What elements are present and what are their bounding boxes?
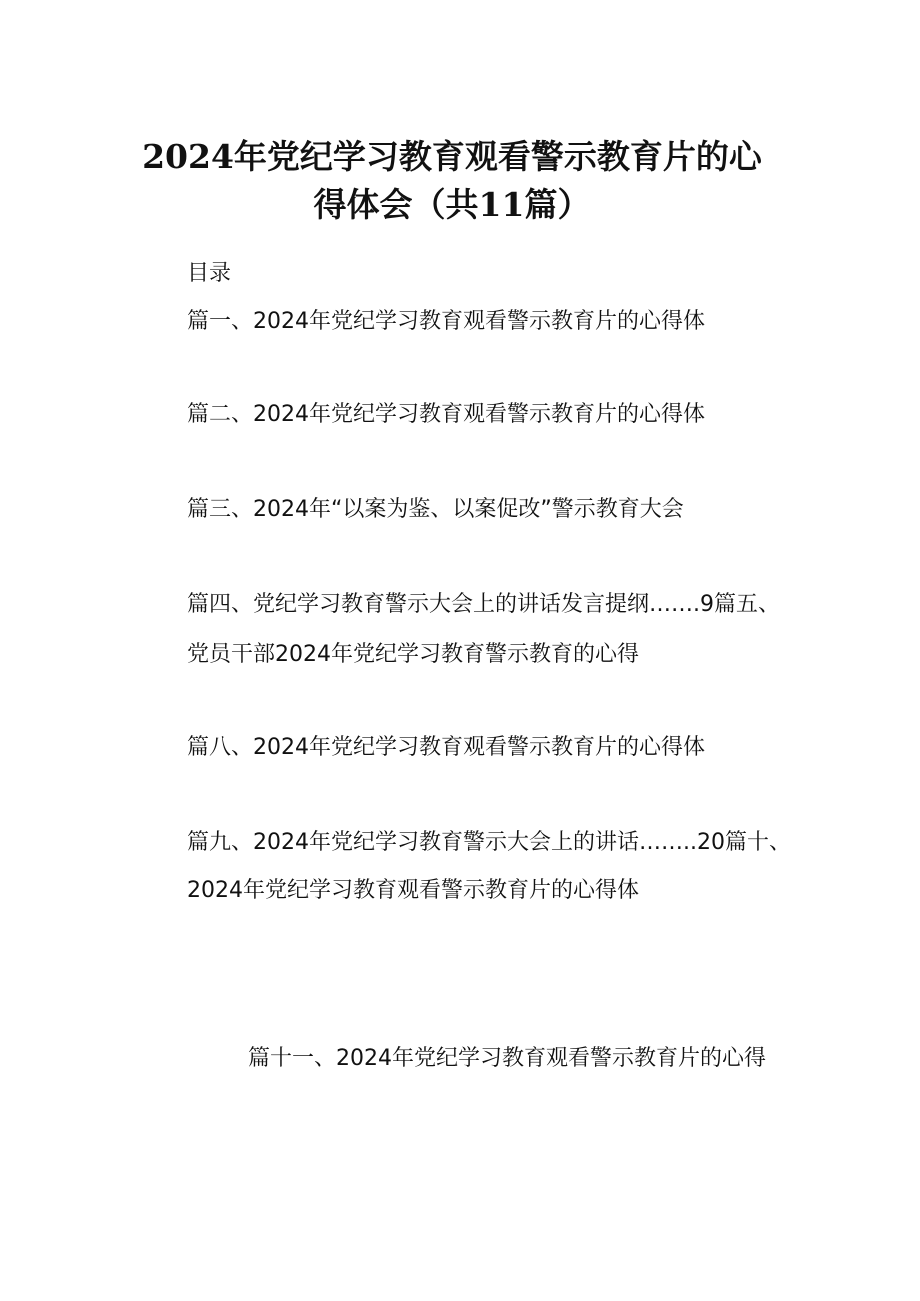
toc-entry-10[interactable]: 2024年党纪学习教育观看警示教育片的心得体 bbox=[187, 878, 639, 903]
toc-entry-2[interactable]: 篇二、2024年党纪学习教育观看警示教育片的心得体 bbox=[187, 402, 705, 427]
document-title-line-2: 得体会（共11篇） bbox=[313, 185, 591, 224]
toc-entry-8[interactable]: 篇八、2024年党纪学习教育观看警示教育片的心得体 bbox=[187, 735, 705, 760]
toc-entry-11[interactable]: 篇十一、2024年党纪学习教育观看警示教育片的心得 bbox=[248, 1046, 766, 1071]
toc-entry-3[interactable]: 篇三、2024年“以案为鉴、以案促改”警示教育大会 bbox=[187, 497, 684, 522]
toc-heading: 目录 bbox=[187, 261, 232, 286]
toc-entry-5[interactable]: 党员干部2024年党纪学习教育警示教育的心得 bbox=[187, 642, 639, 667]
toc-entry-9[interactable]: 篇九、2024年党纪学习教育警示大会上的讲话……..20篇十、 bbox=[187, 830, 791, 855]
toc-entry-1[interactable]: 篇一、2024年党纪学习教育观看警示教育片的心得体 bbox=[187, 309, 705, 334]
toc-entry-4[interactable]: 篇四、党纪学习教育警示大会上的讲话发言提纲…….9篇五、 bbox=[187, 592, 780, 617]
document-title-line-1: 2024年党纪学习教育观看警示教育片的心 bbox=[142, 137, 762, 176]
